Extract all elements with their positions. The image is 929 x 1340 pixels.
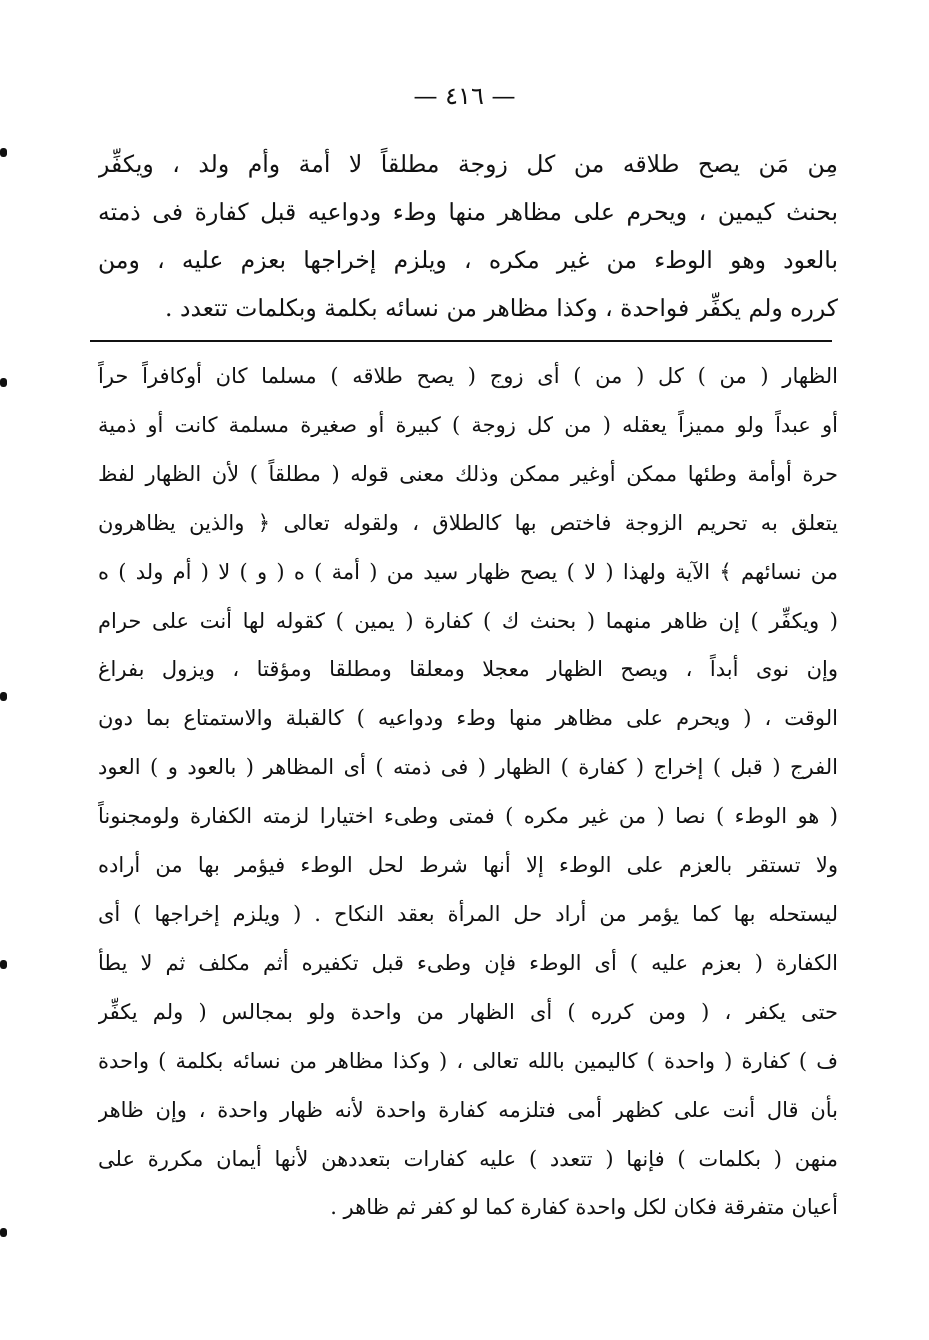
commentary-line: حتى يكفر ، ( ومن كرره ) أى الظهار من واحدة ولو بمجالس ( ولم يكفِّر (98, 999, 838, 1024)
commentary-line: الظهار ( من ) كل ( من ) أى زوج ( يصح طلاقه ) مسلما كان أوكافراً حراً (98, 364, 838, 388)
commentary-line: منهن ( بكلمات ) فإنها ( تتعدد ) عليه كفارات بتعددهن لأنها أيمان مكررة على (98, 1146, 838, 1171)
commentary-line: ليستحله بها كما يؤمر من أراد حل المرأة بعقد النكاح . ( ويلزم إخراجها ) أى (98, 901, 838, 926)
main-text-line: بالعود وهو الوطء من غير مكره ، ويلزم إخراجها بعزم عليه ، ومن (98, 246, 838, 274)
section-divider (90, 340, 832, 342)
commentary-line: الكفارة ( بعزم عليه ) أى الوطء فإن وطىء قبل تكفيره أثم مكلف ثم لا يطأ (98, 950, 838, 975)
commentary-line: أو عبداً ولو مميزاً يعقله ( من كل زوجة ) كبيرة أو صغيرة مسلمة كانت أو ذمية (98, 412, 838, 437)
commentary-line: الفرج ( قبل ) إخراج ( كفارة ) الظهار ( فى ذمته ) أى المظاهر ( بالعود و ) العود (98, 755, 838, 780)
commentary-line: الوقت ، ( ويحرم على مظاهر منها وطء ودواعيه ) كالقبلة والاستمتاع بما دون (98, 706, 838, 731)
main-text-block (98, 140, 838, 332)
commentary-line: أعيان متفرقة فكان لكل واحدة كفارة كما لو كفر ثم ظاهر . (330, 1195, 838, 1220)
commentary-block (98, 352, 838, 1232)
commentary-line: ( ويكفِّر ) إن ظاهر منهما ( بحنث ك ) كفارة ( يمين ) كقوله لها أنت على حرام (98, 608, 838, 633)
commentary-line: ولا تستقر بالعزم على الوطء إلا أنها شرط لحل الوطء فيؤمر بها من أراده (98, 853, 838, 878)
binding-mark (0, 148, 7, 157)
binding-mark (0, 960, 7, 969)
commentary-line: حرة أوأمة وطئها ممكن أوغير ممكن وذلك معنى قوله ( مطلقاً ) لأن الظهار لفظ (98, 461, 838, 486)
main-text-line: كرره ولم يكفِّر فواحدة ، وكذا مظاهر من نسائه بكلمة وبكلمات تتعدد . (165, 294, 838, 322)
commentary-line: من نسائهم ﴾ الآية ولهذا ( لا ) يصح ظهار سيد من ( أمة ) ه ( و ) لا ( أم ولد ) ه (98, 559, 838, 584)
binding-mark (0, 1228, 7, 1237)
commentary-line: وإن نوى أبداً ، ويصح الظهار معجلا ومعلقا ومطلقا ومؤقتا ، ويزول بفراغ (98, 657, 838, 682)
commentary-line: بأن قال أنت على كظهر أمى فتلزمه كفارة واحدة لأنه ظهار واحدة ، وإن ظاهر (98, 1097, 838, 1122)
commentary-line: ف ) كفارة ( واحدة ) كاليمين بالله تعالى ، ( وكذا مظاهر من نسائه بكلمة ) واحدة (98, 1048, 838, 1073)
main-text-line: مِن مَن يصح طلاقه من كل زوجة مطلقاً لا أمة وأم ولد ، ويكفِّر (98, 150, 838, 178)
main-text-line: بحنث كيمين ، ويحرم على مظاهر منها وطء ودواعيه قبل كفارة فى ذمته (98, 198, 838, 226)
commentary-line: ( هو الوطء ) نصا ( من غير مكره ) فمتى وطىء اختيارا لزمته الكفارة ولومجنوناً (98, 804, 838, 829)
binding-mark (0, 378, 7, 387)
binding-mark (0, 692, 7, 701)
page-number: — ٤١٦ — (413, 82, 516, 110)
commentary-line: يتعلق به تحريم الزوجة فاختص بها كالطلاق ، ولقوله تعالى ﴿ والذين يظاهرون (98, 510, 838, 535)
